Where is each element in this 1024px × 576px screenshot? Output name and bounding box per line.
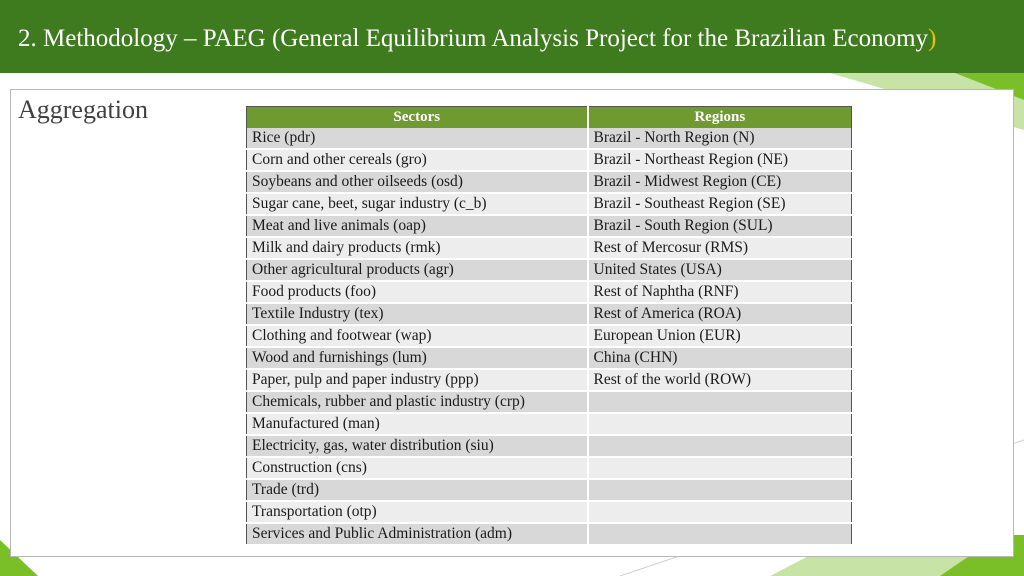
region-cell: Brazil - Midwest Region (CE): [588, 171, 852, 193]
sector-cell: Textile Industry (tex): [247, 303, 588, 325]
table-row: [247, 128, 852, 149]
region-cell: Brazil - Southeast Region (SE): [588, 193, 852, 215]
table-row: [247, 325, 852, 347]
sector-cell: Electricity, gas, water distribution (siu): [247, 435, 588, 457]
table-row: [247, 215, 852, 237]
sector-cell: Other agricultural products (agr): [247, 259, 588, 281]
table-row: [247, 347, 852, 369]
table-row: [247, 435, 852, 457]
sector-cell: Chemicals, rubber and plastic industry (crp): [247, 391, 588, 413]
region-cell: [588, 391, 852, 413]
region-cell: [588, 523, 852, 545]
region-cell: Rest of America (ROA): [588, 303, 852, 325]
region-cell: European Union (EUR): [588, 325, 852, 347]
sector-cell: Wood and furnishings (lum): [247, 347, 588, 369]
slide-title: [18, 26, 936, 51]
table-row: [247, 457, 852, 479]
slide-title-close-paren: ): [928, 25, 937, 52]
sector-cell: Soybeans and other oilseeds (osd): [247, 171, 588, 193]
sector-cell: Corn and other cereals (gro): [247, 149, 588, 171]
table-row: [247, 523, 852, 545]
region-cell: Brazil - North Region (N): [588, 128, 852, 149]
region-cell: Brazil - South Region (SUL): [588, 215, 852, 237]
sector-cell: Construction (cns): [247, 457, 588, 479]
sector-cell: Rice (pdr): [247, 128, 588, 149]
sector-cell: Food products (foo): [247, 281, 588, 303]
sector-cell: Transportation (otp): [247, 501, 588, 523]
table-row: [247, 303, 852, 325]
table-body: [247, 128, 852, 545]
region-cell: [588, 501, 852, 523]
table-row: [247, 149, 852, 171]
region-cell: [588, 413, 852, 435]
region-cell: United States (USA): [588, 259, 852, 281]
slide-title-main: 2. Methodology – PAEG (General Equilibrium Analysis Project for the Brazilian Economy: [18, 25, 929, 52]
sector-cell: Meat and live animals (oap): [247, 215, 588, 237]
table-row: [247, 259, 852, 281]
region-cell: Rest of the world (ROW): [588, 369, 852, 391]
region-cell: China (CHN): [588, 347, 852, 369]
table-row: [247, 479, 852, 501]
table-row: [247, 369, 852, 391]
table-row: [247, 171, 852, 193]
aggregation-table: [246, 106, 852, 546]
region-cell: [588, 435, 852, 457]
sector-cell: Clothing and footwear (wap): [247, 325, 588, 347]
sector-cell: Sugar cane, beet, sugar industry (c_b): [247, 193, 588, 215]
table-row: [247, 413, 852, 435]
table-row: [247, 193, 852, 215]
table-row: [247, 281, 852, 303]
table-row: [247, 391, 852, 413]
table-row: [247, 237, 852, 259]
region-cell: Rest of Mercosur (RMS): [588, 237, 852, 259]
header-sectors: Sectors: [247, 107, 588, 129]
region-cell: [588, 479, 852, 501]
section-heading: Aggregation: [18, 95, 148, 124]
sector-cell: Manufactured (man): [247, 413, 588, 435]
header-regions: Regions: [588, 107, 852, 129]
table-header-row: [247, 107, 852, 129]
region-cell: Brazil - Northeast Region (NE): [588, 149, 852, 171]
region-cell: [588, 457, 852, 479]
sector-cell: Trade (trd): [247, 479, 588, 501]
region-cell: Rest of Naphtha (RNF): [588, 281, 852, 303]
sector-cell: Services and Public Administration (adm): [247, 523, 588, 545]
sector-cell: Paper, pulp and paper industry (ppp): [247, 369, 588, 391]
sector-cell: Milk and dairy products (rmk): [247, 237, 588, 259]
table-row: [247, 501, 852, 523]
